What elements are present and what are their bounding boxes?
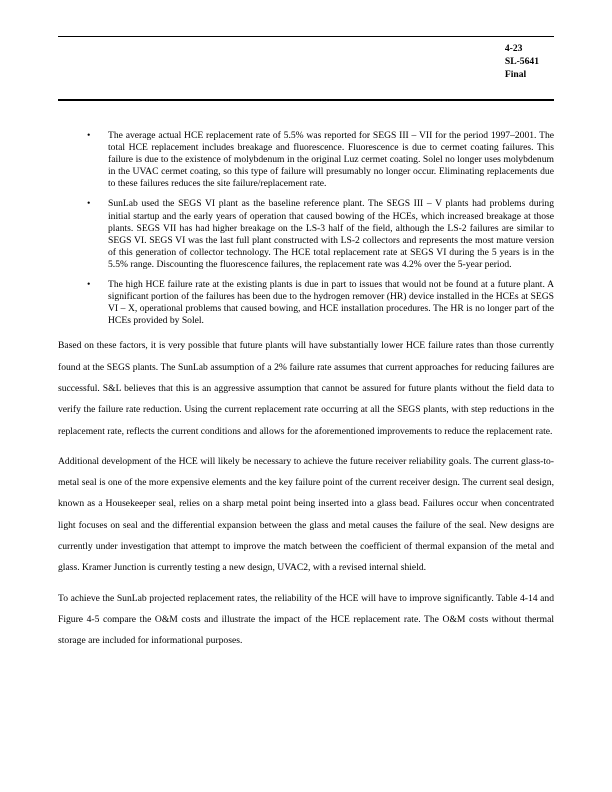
page-header <box>505 42 539 81</box>
bullet-text: SunLab used the SEGS VI plant as the baseline reference plant. The SEGS III – V plants had problems during initial startup and the early years of operation that caused bowing of the HCEs, which increased breakage at those plants. SEGS VII has had higher breakage on the LS-3 half of the field, although the LS-2 failures are similar to SEGS VI. SEGS VI was the last full plant constructed with LS-2 collectors and represents the most mature version of this generation of collector technology. The HCE total replacement rate at SEGS VI during the 5 years is in the 5.5% range. Discounting the fluorescence failures, the replacement rate was 4.2% over the 5-year period. <box>108 198 554 270</box>
page-number: 4-23 <box>504 43 523 54</box>
bullet-list <box>58 130 554 327</box>
bullet-icon: • <box>87 198 91 210</box>
report-id: SL-5641 <box>504 56 539 67</box>
body-paragraph: Based on these factors, it is very possible that future plants will have substantially lower HCE failure rates than those currently found at the SEGS plants. The SunLab assumption of a 2% failure rate assumes that current approaches for reducing failures are successful. S&L believes that this is an aggressive assumption that cannot be assured for future plants without the field data to verify the failure rate reduction. Using the current replacement rate occurring at all the SEGS plants, with step reductions in the replacement rate, reflects the current conditions and allows for the aforementioned improvements to reduce the replacement rate. <box>58 340 554 437</box>
header-top-rule <box>58 36 554 37</box>
body-paragraph: Additional development of the HCE will likely be necessary to achieve the future receiver reliability goals. The current glass-to-metal seal is one of the more expensive elements and the key failure point of the current receiver design. The current seal design, known as a Housekeeper seal, relies on a sharp metal point being inserted into a glass bead. Failures occur when concentrated light focuses on seal and the differential expansion between the glass and metal causes the failure of the seal. New designs are currently under investigation that attempt to improve the match between the coefficient of thermal expansion of the metal and glass. Kramer Junction is currently testing a new design, UVAC2, with a revised internal shield. <box>58 455 554 574</box>
bullet-icon: • <box>87 130 91 141</box>
header-bottom-rule <box>58 99 554 101</box>
bullet-item <box>58 198 554 271</box>
bullet-text: The high HCE failure rate at the existing plants is due in part to issues that would not be found at a future plant. A significant portion of the failures has been due to the hydrogen remover (HR) device installed in the HCEs at SEGS VI – X, operational problems that caused bowing, and HCE installation procedures. The HR is no longer part of the HCEs provided by Solel. <box>108 279 554 327</box>
page-body <box>58 130 554 652</box>
bullet-item <box>58 279 554 327</box>
body-paragraph: To achieve the SunLab projected replacement rates, the reliability of the HCE will have to improve significantly. Table 4-14 and Figure 4-5 compare the O&M costs and illustrate the impact of the HCE replacement rate. The O&M costs without thermal storage are included for informational purposes. <box>58 592 554 647</box>
document-status: Final <box>504 69 527 80</box>
bullet-item <box>58 130 554 190</box>
bullet-text: The average actual HCE replacement rate of 5.5% was reported for SEGS III – VII for the period 1997–2001. The total HCE replacement includes breakage and fluorescence. Fluorescence is due to cermet coating failures. This failure is due to the existence of molybdenum in the original Luz cermet coating. Solel no longer uses molybdenum in the UVAC cermet coating, so this type of failure will presumably no longer occur. Eliminating replacements due to these failures reduces the site failure/replacement rate. <box>108 130 554 190</box>
bullet-icon: • <box>87 279 91 291</box>
